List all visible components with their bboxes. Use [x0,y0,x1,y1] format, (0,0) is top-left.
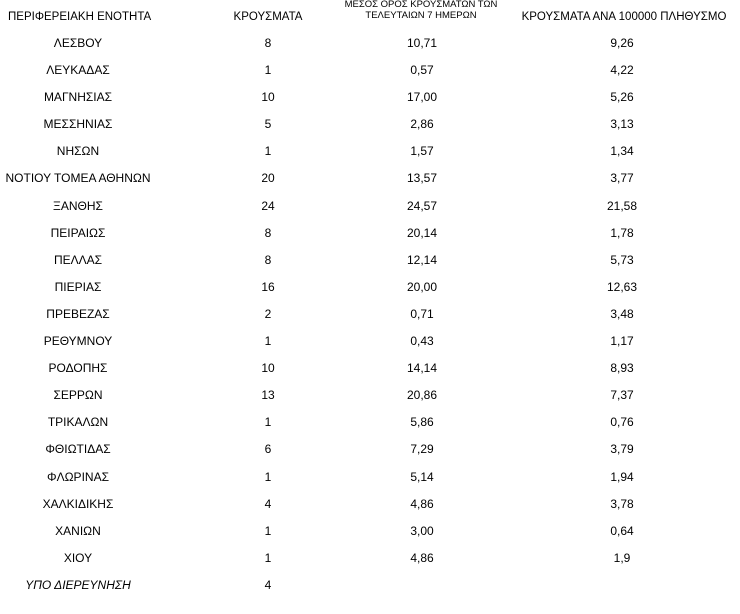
per-100000-cell: 9,26 [610,36,634,50]
cases-cell: 8 [264,225,272,240]
per-100000-cell: 8,93 [610,361,634,376]
region-cell: ΛΕΥΚΑΔΑΣ [46,63,110,78]
table-row [0,274,740,301]
cases-cell: 13 [261,388,275,403]
table-row [0,355,740,382]
region-cell: ΡΕΘΥΜΝΟΥ [43,334,113,349]
cases-cell: 20 [261,171,275,186]
table-row [0,165,740,192]
per-100000-cell: 0,64 [610,523,634,538]
cases-cell: 8 [264,36,272,50]
region-cell: ΧΙΟΥ [63,550,93,565]
cases-cell: 1 [264,469,272,484]
cases-cell: 4 [264,577,272,592]
avg-7day-cell: 12,14 [406,252,438,267]
header-7day-average-line2: ΤΕΛΕΥΤΑΙΩΝ 7 ΗΜΕΡΩΝ [365,10,477,21]
table-row [0,138,740,165]
cases-cell: 1 [264,523,272,538]
avg-7day-cell: 20,86 [406,388,438,403]
table-row [0,220,740,247]
per-100000-cell: 3,79 [610,442,634,457]
cases-cell: 5 [264,117,272,132]
cases-cell: 10 [261,361,275,376]
header-cases-per-100000: ΚΡΟΥΣΜΑΤΑ ΑΝΑ 100000 ΠΛΗΘΥΣΜΟ [521,11,727,23]
avg-7day-cell: 13,57 [406,171,438,186]
table-row [0,491,740,518]
table-row [0,464,740,491]
region-cell: ΜΑΓΝΗΣΙΑΣ [43,90,113,105]
region-cell: ΡΟΔΟΠΗΣ [48,361,108,376]
cases-cell: 24 [261,198,275,213]
avg-7day-cell: 0,43 [410,334,434,349]
avg-7day-cell: 5,86 [410,415,434,430]
cases-cell: 10 [261,90,275,105]
per-100000-cell: 3,77 [610,171,634,186]
avg-7day-cell [356,572,488,599]
table-row [0,193,740,220]
avg-7day-cell: 24,57 [406,198,438,213]
region-cell: ΤΡΙΚΑΛΩΝ [47,415,109,430]
avg-7day-cell: 3,00 [410,523,434,538]
region-cell: ΝΟΤΙΟΥ ΤΟΜΕΑ ΑΘΗΝΩΝ [5,171,151,186]
region-cell: ΧΑΛΚΙΔΙΚΗΣ [42,496,114,511]
header-cases: ΚΡΟΥΣΜΑΤΑ [233,11,303,23]
table-row [0,572,740,599]
cases-cell: 2 [264,306,272,321]
region-cell: ΠΙΕΡΙΑΣ [54,279,102,294]
cases-cell: 6 [264,442,272,457]
avg-7day-cell: 14,14 [406,361,438,376]
region-cell: ΦΘΙΩΤΙΔΑΣ [45,442,111,457]
cases-cell: 1 [264,334,272,349]
table-row [0,328,740,355]
avg-7day-cell: 10,71 [406,36,438,50]
table-body [0,30,740,599]
cases-cell: 4 [264,496,272,511]
table-row [0,111,740,138]
per-100000-cell: 3,13 [610,117,634,132]
table-row [0,436,740,463]
table-row [0,30,740,57]
per-100000-cell: 1,9 [613,550,631,565]
region-cell: ΠΡΕΒΕΖΑΣ [46,306,110,321]
per-100000-cell [548,572,696,599]
per-100000-cell: 1,94 [610,469,634,484]
region-cell: ΥΠΟ ΔΙΕΡΕΥΝΗΣΗ [25,577,131,592]
avg-7day-cell: 0,71 [410,306,434,321]
per-100000-cell: 3,78 [610,496,634,511]
header-region: ΠΕΡΙΦΕΡΕΙΑΚΗ ΕΝΟΤΗΤΑ [8,11,152,23]
avg-7day-cell: 0,57 [410,63,434,78]
avg-7day-cell: 1,57 [410,144,434,159]
region-cell: ΠΕΙΡΑΙΩΣ [50,225,106,240]
per-100000-cell: 1,17 [610,334,634,349]
cases-cell: 1 [264,144,272,159]
table-row [0,518,740,545]
table-row [0,57,740,84]
avg-7day-cell: 2,86 [410,117,434,132]
region-cell: ΞΑΝΘΗΣ [53,198,103,213]
cases-cell: 1 [264,63,272,78]
table-row [0,382,740,409]
avg-7day-cell: 4,86 [410,496,434,511]
region-cell: ΛΕΣΒΟΥ [53,36,103,50]
avg-7day-cell: 4,86 [410,550,434,565]
table-row [0,409,740,436]
cases-cell: 16 [261,279,275,294]
avg-7day-cell: 7,29 [410,442,434,457]
avg-7day-cell: 5,14 [410,469,434,484]
per-100000-cell: 5,73 [610,252,634,267]
avg-7day-cell: 17,00 [406,90,438,105]
per-100000-cell: 7,37 [610,388,634,403]
cases-cell: 1 [264,550,272,565]
per-100000-cell: 5,26 [610,90,634,105]
per-100000-cell: 12,63 [606,279,638,294]
per-100000-cell: 4,22 [610,63,634,78]
per-100000-cell: 1,34 [610,144,634,159]
region-cell: ΣΕΡΡΩΝ [53,388,103,403]
header-7day-average-line1: ΜΕΣΟΣ ΟΡΟΣ ΚΡΟΥΣΜΑΤΩΝ ΤΩΝ [344,0,498,10]
avg-7day-cell: 20,14 [406,225,438,240]
avg-7day-cell: 20,00 [406,279,438,294]
region-cell: ΦΛΩΡΙΝΑΣ [47,469,109,484]
region-cell: ΧΑΝΙΩΝ [55,523,101,538]
region-cell: ΜΕΣΣΗΝΙΑΣ [43,117,113,132]
header-7day-average [330,0,512,29]
region-cell: ΠΕΛΛΑΣ [53,252,103,267]
table-row [0,247,740,274]
per-100000-cell: 0,76 [610,415,634,430]
per-100000-cell: 1,78 [610,225,634,240]
cases-cell: 8 [264,252,272,267]
region-cell: ΝΗΣΩΝ [56,144,100,159]
per-100000-cell: 21,58 [606,198,638,213]
cases-cell: 1 [264,415,272,430]
table-row [0,301,740,328]
table-row [0,84,740,111]
table-row [0,545,740,572]
per-100000-cell: 3,48 [610,306,634,321]
